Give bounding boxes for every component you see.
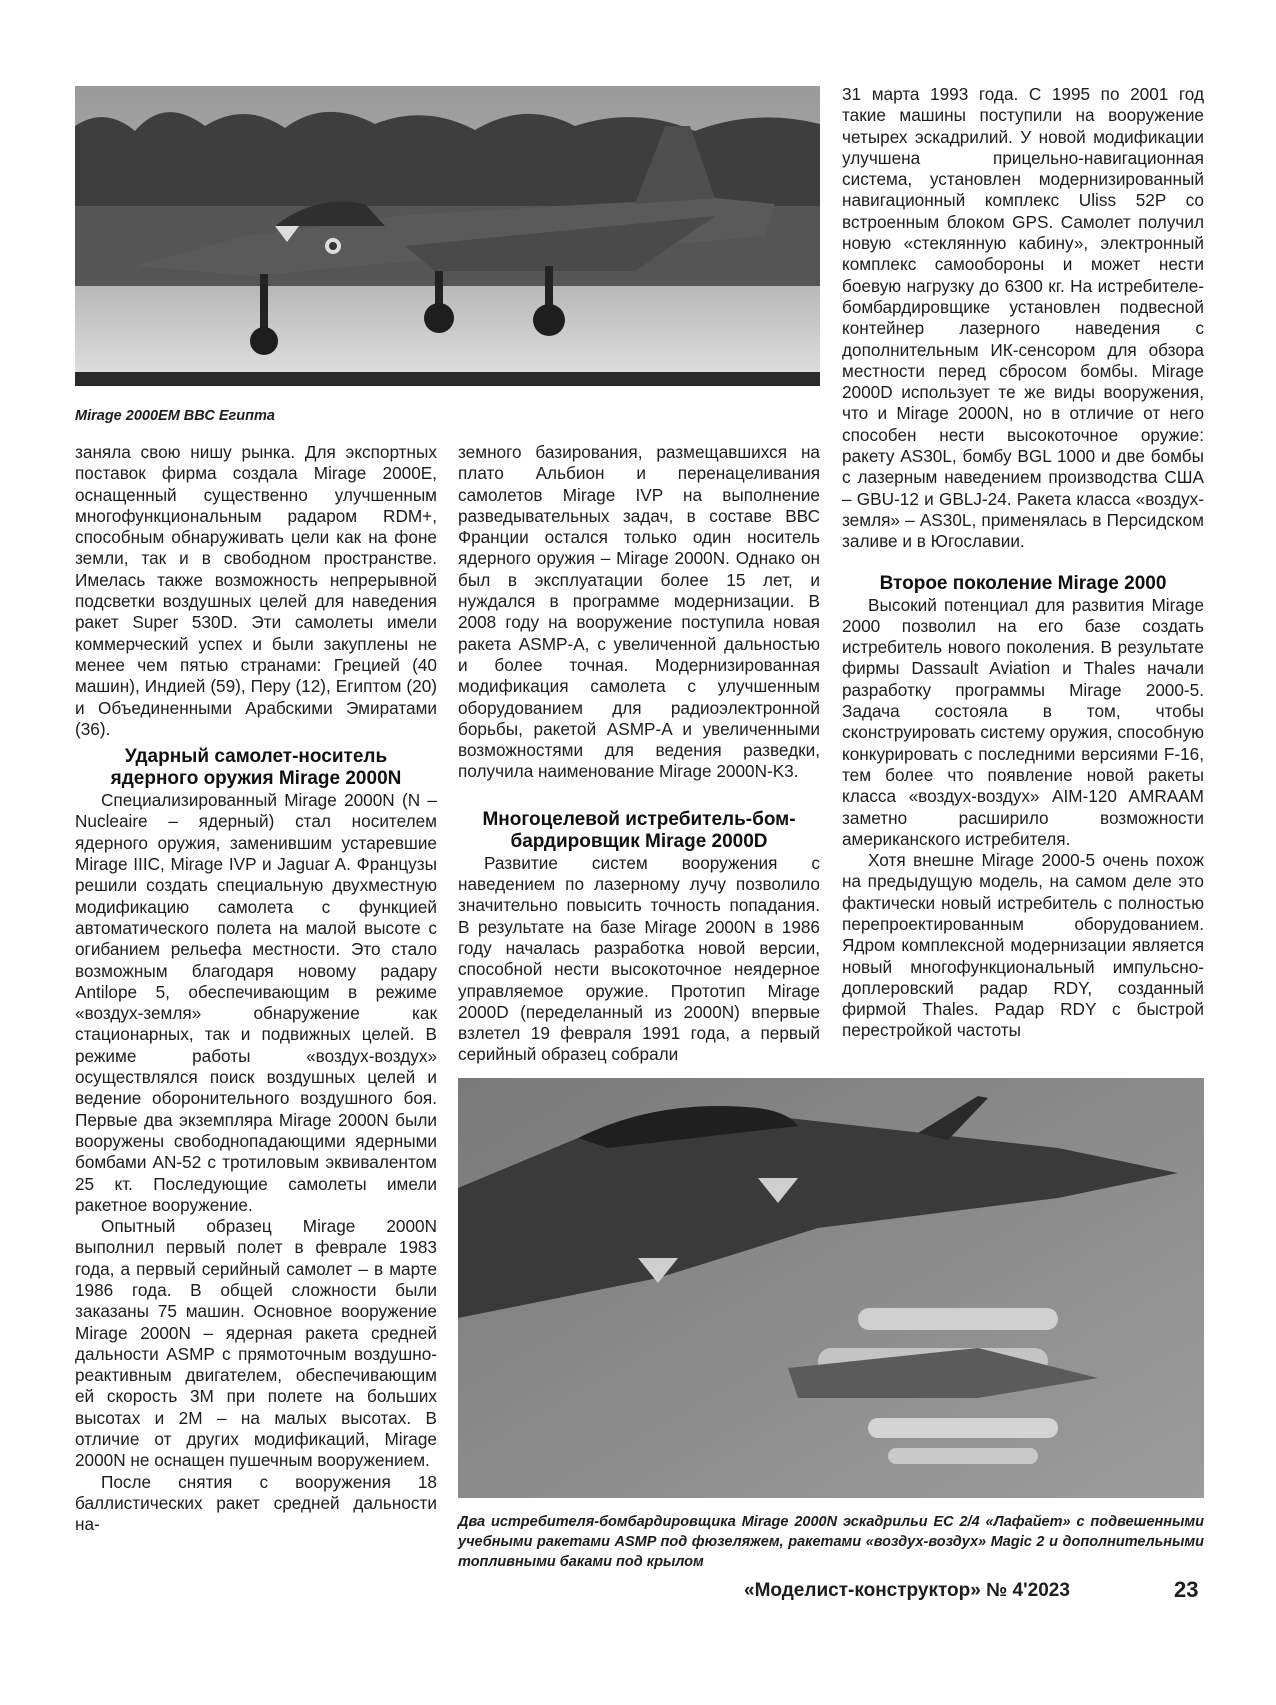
top-photo-caption: Mirage 2000EM ВВС Египта xyxy=(75,408,275,424)
col3-paragraph-2: Высокий потенциал для развития Mirage 2000 позволил на его базе создать истребитель нового поколения. В результате фирмы Dassault Aviation и Thales начали разработку программы Mirage 2000-5. Задача состояла в том, чтобы сконструировать систему оружия, способную конкурировать с последними версиями F-16, тем более что появление новой ракеты класса «воздух-воздух» AIM-120 AMRAAM заметно расширило возможности американского истребителя. xyxy=(842,594,1204,849)
col3-heading-line-1: Второе поколение Mirage 2000 xyxy=(879,572,1167,594)
page-number: 23 xyxy=(1174,1577,1199,1602)
photo-two-mirage-2000n-drawing xyxy=(458,1078,1204,1498)
col2-heading-line-1: Многоцелевой истребитель-бом- xyxy=(482,808,796,830)
col3-paragraph-3: Хотя внешне Mirage 2000-5 очень похож на предыдущую модель, на самом деле это фактически новый истребитель с полностью перепроектированным оборудованием. Ядром комплексной модернизации является новый многофункциональный импульсно-доплеровский радар RDY, созданный фирмой Thales. Радар RDY с быстрой перестройкой частоты xyxy=(842,850,1204,1041)
magazine-footer: «Моделист-конструктор» № 4'2023 xyxy=(744,1580,1070,1601)
photo-two-mirage-2000n xyxy=(458,1078,1204,1498)
photo-mirage-2000em-drawing xyxy=(75,86,820,386)
col2-heading-line-2: бардировщик Mirage 2000D xyxy=(510,830,768,852)
column-1 xyxy=(75,442,437,1536)
photo-mirage-2000em xyxy=(75,86,820,386)
col1-paragraph-4: После снятия с вооружения 18 баллистических ракет средней дальности на- xyxy=(75,1471,437,1535)
col2-paragraph-1: земного базирования, размещавшихся на плато Альбион и перенацеливания самолетов Mirage IVP на выполнение разведывательных задач, в составе ВВС Франции остался только один носитель ядерного оружия – Mirage 2000N. Однако он был в эксплуатации более 15 лет, и нуждался в программе модернизации. В 2008 году на вооружение поступила новая ракета ASMP-A, с увеличенной дальностью и более точная. Модернизированная модификация самолета с улучшенным оборудованием для радиоэлектронной борьбы, ракетой ASMP-A и увеличенными возможностями для ведения разведки, получила наименование Mirage 2000N-K3. xyxy=(458,442,820,782)
col3-heading xyxy=(842,573,1204,595)
col2-paragraph-2: Развитие систем вооружения с наведением по лазерному лучу позволило значительно повысить точность попадания. В результате на базе Mirage 2000N в 1986 году началась разработка новой версии, способной нести высокоточное неядерное управляемое оружие. Прототип Mirage 2000D (переделанный из 2000N) впервые взлетел 19 февраля 1991 года, а первый серийный образец собрали xyxy=(458,852,820,1065)
column-3 xyxy=(842,84,1204,1042)
col1-heading xyxy=(75,746,437,790)
col1-paragraph-3: Опытный образец Mirage 2000N выполнил первый полет в феврале 1983 года, а первый серийный самолет – в марте 1986 года. В общей сложности были заказаны 75 машин. Основное вооружение Mirage 2000N – ядерная ракета средней дальности ASMP с прямоточным воздушно-реактивным двигателем, обеспечивающим ей скорость 3М при полете на больших высотах и 2М – на малых высотах. В отличие от других модификаций, Mirage 2000N не оснащен пушечным вооружением. xyxy=(75,1216,437,1471)
col1-heading-line-2: ядерного оружия Mirage 2000N xyxy=(110,768,402,790)
col1-paragraph-1: заняла свою нишу рынка. Для экспортных поставок фирма создала Mirage 2000E, оснащенный существенно улучшенным многофункциональным радаром RDM+, способным обнаруживать цели как на фоне земли, так и в свободном пространстве. Имелась также возможность непрерывной подсветки воздушных целей для наведения ракет Super 530D. Эти самолеты имели коммерческий успех и были закуплены не менее чем пятью странами: Грецией (40 машин), Индией (59), Перу (12), Египтом (20) и Объединенными Арабскими Эмиратами (36). xyxy=(75,442,437,739)
column-2 xyxy=(458,442,820,1066)
bottom-photo-caption: Два истребителя-бомбардировщика Mirage 2000N эскадрильи EC 2/4 «Лафайет» с подвешенными учебными ракетами ASMP под фюзеляжем, ракетами «воздух-воздух» Magic 2 и дополнительными топливными баками под крылом xyxy=(458,1514,1204,1570)
col1-heading-line-1: Ударный самолет-носитель xyxy=(124,746,388,768)
col3-paragraph-1: 31 марта 1993 года. С 1995 по 2001 год такие машины поступили на вооружение четырех эскадрилий. У новой модификации улучшена прицельно-навигационная система, установлен модернизированный навигационный комплекс Uliss 52P со встроенным блоком GPS. Самолет получил новую «стеклянную кабину», электронный комплекс самообороны и может нести боевую нагрузку до 6300 кг. На истребителе-бомбардировщике установлен подвесной контейнер лазерного наведения с дополнительным ИК-сенсором для обзора местности перед сбросом бомбы. Mirage 2000D использует те же виды вооружения, что и Mirage 2000N, но в отличие от него способен нести высокоточное оружие: ракету AS30L, бомбу BGL 1000 и две бомбы с лазерным наведением производства США – GBU-12 и GBLJ-24. Ракета класса «воздух-земля» – AS30L, применялась в Персидском заливе и в Югославии. xyxy=(842,84,1204,552)
col1-paragraph-2: Специализированный Mirage 2000N (N – Nucleaire – ядерный) стал носителем ядерного оружия, заменившим устаревшие Mirage IIIC, Mirage IVP и Jaguar A. Французы решили создать специальную двухместную модификацию самолета с функцией автоматического полета на малой высоте с огибанием рельефа местности. Это стало возможным благодаря новому радару Antilope 5, обеспечивающим в режиме «воздух-земля» обнаружение как стационарных, так и подвижных целей. В режиме работы «воздух-воздух» осуществлялся поиск воздушных целей и ведение оборонительного воздушного боя. Первые два экземпляра Mirage 2000N были вооружены свободнопадающими ядерными бомбами AN-52 с тротиловым эквивалентом 25 кт. Последующие самолеты имели ракетное вооружение. xyxy=(75,790,437,1215)
col2-heading xyxy=(458,809,820,853)
